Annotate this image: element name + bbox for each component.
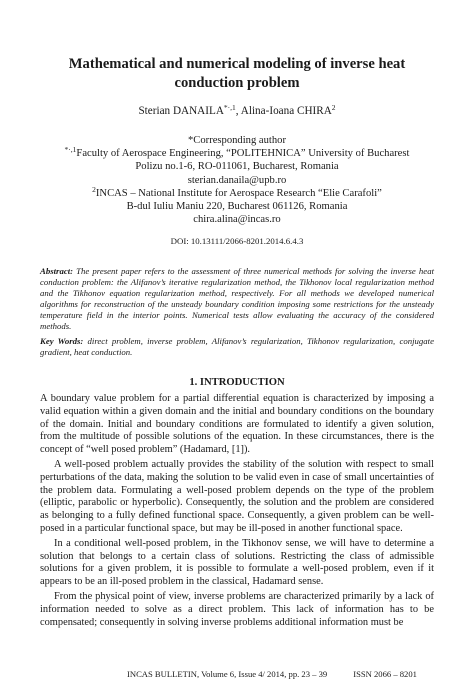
footer-journal-info: INCAS BULLETIN, Volume 6, Issue 4/ 2014, pp. 23 – 39: [127, 669, 328, 679]
abstract-label: Abstract:: [40, 266, 74, 276]
affiliation-1-address: Polizu no.1-6, RO-011061, Bucharest, Romania: [135, 161, 339, 173]
affiliation-2-line-1: [30, 184, 444, 200]
affiliation-1-email: sterian.danaila@upb.ro: [187, 174, 287, 186]
paper-title: [30, 55, 444, 93]
keywords-label: Key Words:: [40, 336, 84, 346]
title-line-1: Mathematical and numerical modeling of inverse heat: [68, 56, 406, 72]
paragraph: A well-posed problem actually provides the stability of the solution with respect to small perturbations of the data, making the solution to be valid even in case of small uncertainties of the problem data. Formulating a well-posed problem depends on the type of the problem (elliptic, parabolic or hyperbolic). Consequently, the solution and the problem are considered as belonging to a fully defined functional space. Consequently, a given problem can be well-posed in a particular functional space, but may be ill-posed in another functional space.: [40, 458, 434, 534]
author-affiliation-mark: 2: [331, 103, 336, 112]
affiliation-mark: 2: [92, 184, 96, 194]
abstract-text: The present paper refers to the assessment of three numerical methods for solving the inverse heat conduction problem: the Alifanov’s iterative regularization method, the Tikhonov local regularization method and the Tikhonov equation regularization method, respectively. For all methods we developed numerical algorithms for reconstruction of the unsteady boundary condition imposing some restrictions for the unsteady temperature field in the interior points. Numerical tests allow evaluating the accuracy of the considered methods.: [40, 266, 434, 331]
corresponding-author-note: *Corresponding author: [188, 135, 286, 146]
author-name: Sterian DANAILA: [138, 105, 224, 117]
paragraph: From the physical point of view, inverse problems are characterized primarily by a lack of information needed to solve as a direct problem. This lack of information has to be compensated; consequently in solving inverse problems additional information must be: [40, 590, 434, 628]
affiliation-1-line-1: [30, 147, 444, 160]
keywords: [40, 336, 434, 358]
affiliation-text: INCAS – National Institute for Aerospace Research “Elie Carafoli”: [95, 187, 382, 199]
affiliation-2-email: chira.alina@incas.ro: [193, 214, 281, 226]
author-name: Alina-Ioana CHIRA: [240, 105, 332, 117]
abstract: [40, 266, 434, 332]
affiliation-text: Faculty of Aerospace Engineering, “POLITEHNICA” University of Bucharest: [76, 148, 410, 160]
title-line-2: conduction problem: [174, 75, 300, 91]
affiliations: [30, 134, 444, 226]
section-heading: 1. INTRODUCTION: [189, 377, 285, 388]
affiliation-2-address: B-dul Iuliu Maniu 220, Bucharest 061126, Romania: [126, 201, 348, 213]
paragraph: In a conditional well-posed problem, in the Tikhonov sense, we will have to determine a solution that belongs to a certain class of solutions. Restricting the class of admissible solutions for a given problem, it is possible to formulate a well-posed problem, even if it appears to be an ill-posed problem in the classical, Hadamard sense.: [40, 537, 434, 588]
keywords-text: direct problem, inverse problem, Alifanov’s regularization, Tikhonov regularization, conjugate gradient, heat conduction.: [40, 336, 434, 357]
affiliation-mark: *·,1: [64, 145, 77, 155]
author-affiliation-mark: *·,1: [223, 103, 236, 112]
body-text: [40, 393, 434, 631]
page-footer: [127, 669, 447, 679]
author-list: [0, 104, 474, 118]
footer-issn: ISSN 2066 – 8201: [353, 669, 417, 679]
author-separator: ,: [235, 105, 241, 117]
doi: DOI: 10.13111/2066-8201.2014.6.4.3: [170, 236, 304, 246]
paragraph: A boundary value problem for a partial differential equation is characterized by imposing a valid equation within a given domain and the initial and boundary conditions on the boundary of the domain. Initial and boundary conditions are formulated to identify a given solution, from the multitude of possible solutions of the equation. In these circumstances, there is the concept of “well posed problem” (Hadamard, [1]).: [40, 393, 434, 456]
